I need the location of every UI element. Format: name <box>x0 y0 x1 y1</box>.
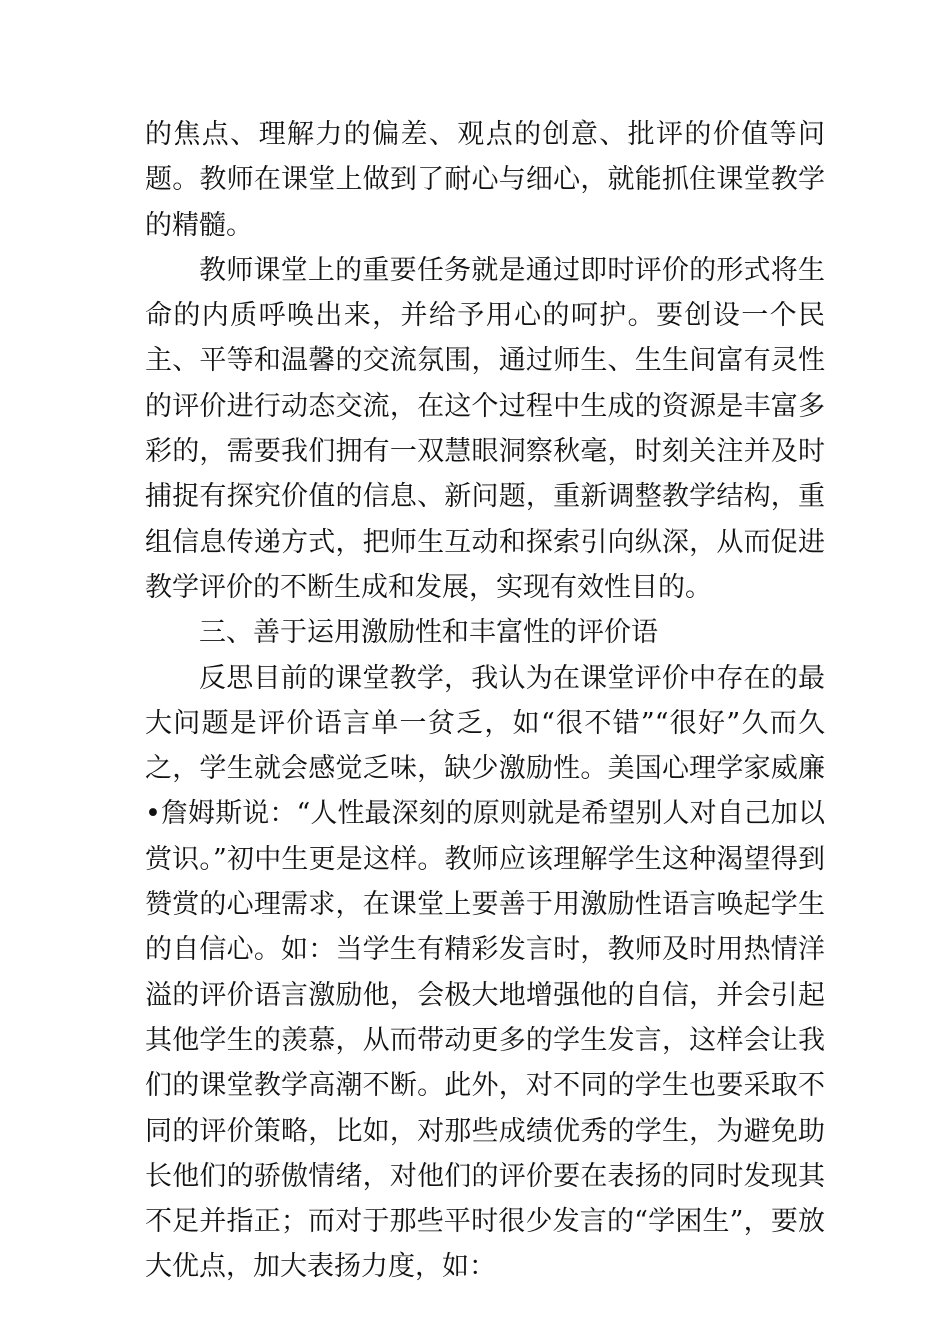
document-body <box>145 112 825 1290</box>
paragraph-3: 反思目前的课堂教学，我认为在课堂评价中存在的最大问题是评价语言单一贫乏，如“很不错”“很好”久而久之，学生就会感觉乏味，缺少激励性。美国心理学家威廉•詹姆斯说：“人性最深刻的原则就是希望别人对自己加以赏识。”初中生更是这样。教师应该理解学生这种渴望得到赞赏的心理需求，在课堂上要善于用激励性语言唤起学生的自信心。如：当学生有精彩发言时，教师及时用热情洋溢的评价语言激励他，会极大地增强他的自信，并会引起其他学生的羡慕，从而带动更多的学生发言，这样会让我们的课堂教学高潮不断。此外，对不同的学生也要采取不同的评价策略，比如，对那些成绩优秀的学生，为避免助长他们的骄傲情绪，对他们的评价要在表扬的同时发现其不足并指正；而对于那些平时很少发言的“学困生”，要放大优点，加大表扬力度，如： <box>145 662 825 1283</box>
paragraph-2: 教师课堂上的重要任务就是通过即时评价的形式将生命的内质呼唤出来，并给予用心的呵护。要创设一个民主、平等和温馨的交流氛围，通过师生、生生间富有灵性的评价进行动态交流，在这个过程中生成的资源是丰富多彩的，需要我们拥有一双慧眼洞察秋毫，时刻关注并及时捕捉有探究价值的信息、新问题，重新调整教学结构，重组信息传递方式，把师生互动和探索引向纵深，从而促进教学评价的不断生成和发展，实现有效性目的。 <box>145 254 825 603</box>
paragraph-1: 的焦点、理解力的偏差、观点的创意、批评的价值等问题。教师在课堂上做到了耐心与细心，就能抓住课堂教学的精髓。 <box>145 119 825 241</box>
section-heading: 三、善于运用激励性和丰富性的评价语 <box>199 617 658 649</box>
